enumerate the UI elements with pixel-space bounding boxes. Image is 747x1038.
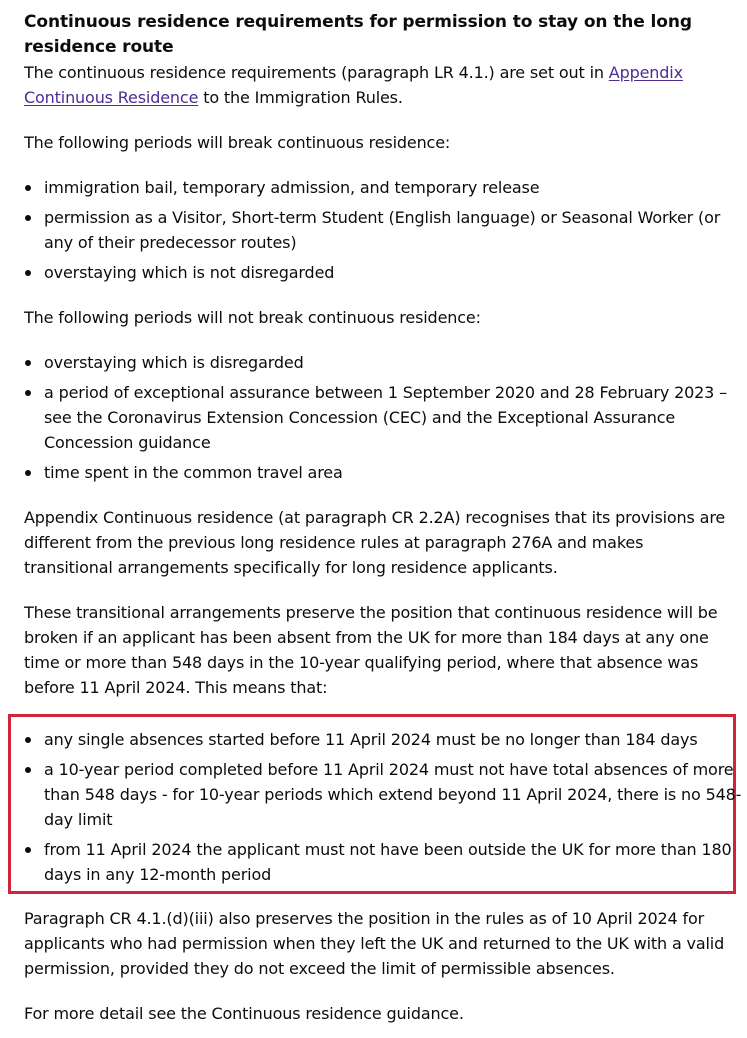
break-list — [24, 175, 737, 285]
appendix-paragraph: Appendix Continuous residence (at paragraph CR 2.2A) recognises that its provisions are different from the previous long residence rules at paragraph 276A and makes transitional arrangements specifically for long residence applicants. — [24, 508, 726, 577]
list-item: time spent in the common travel area — [24, 460, 744, 485]
list-item: a 10-year period completed before 11 April 2024 must not have total absences of more than 548 days - for 10-year periods which extend beyond 11 April 2024, there is no 548-day limit — [24, 757, 744, 832]
list-item: immigration bail, temporary admission, and temporary release — [24, 175, 744, 200]
intro-paragraph — [24, 60, 736, 110]
appendix-continuous-residence-link[interactable]: Appendix Continuous Residence — [24, 63, 683, 107]
transitional-paragraph: These transitional arrangements preserve the position that continuous residence will be broken if an applicant has been absent from the UK for more than 184 days at any one time or more than 548 days in the 10-year qualifying period, where that absence was before 11 April 2024. This means that: — [24, 603, 718, 697]
list-item: overstaying which is not disregarded — [24, 260, 744, 285]
list-item: overstaying which is disregarded — [24, 350, 744, 375]
section-heading: Continuous residence requirements for permission to stay on the long residence route — [24, 12, 692, 57]
more-detail-paragraph: For more detail see the Continuous residence guidance. — [24, 1004, 464, 1023]
highlighted-list — [24, 727, 744, 887]
list-item: any single absences started before 11 April 2024 must be no longer than 184 days — [24, 727, 744, 752]
list-item: a period of exceptional assurance between 1 September 2020 and 28 February 2023 – see the Coronavirus Extension Concession (CEC) and the Exceptional Assurance Concession guidance — [24, 380, 744, 455]
break-heading: The following periods will break continuous residence: — [24, 133, 451, 152]
intro-text-after: to the Immigration Rules. — [198, 88, 403, 107]
not-break-heading: The following periods will not break continuous residence: — [24, 308, 481, 327]
intro-text-before: The continuous residence requirements (paragraph LR 4.1.) are set out in — [24, 63, 609, 82]
list-item: from 11 April 2024 the applicant must not have been outside the UK for more than 180 days in any 12-month period — [24, 837, 744, 887]
list-item: permission as a Visitor, Short-term Student (English language) or Seasonal Worker (or any of their predecessor routes) — [24, 205, 744, 255]
cr-paragraph: Paragraph CR 4.1.(d)(iii) also preserves the position in the rules as of 10 April 2024 for applicants who had permission when they left the UK and returned to the UK with a valid permission, provided they do not exceed the limit of permissible absences. — [24, 909, 725, 978]
not-break-list — [24, 350, 737, 485]
